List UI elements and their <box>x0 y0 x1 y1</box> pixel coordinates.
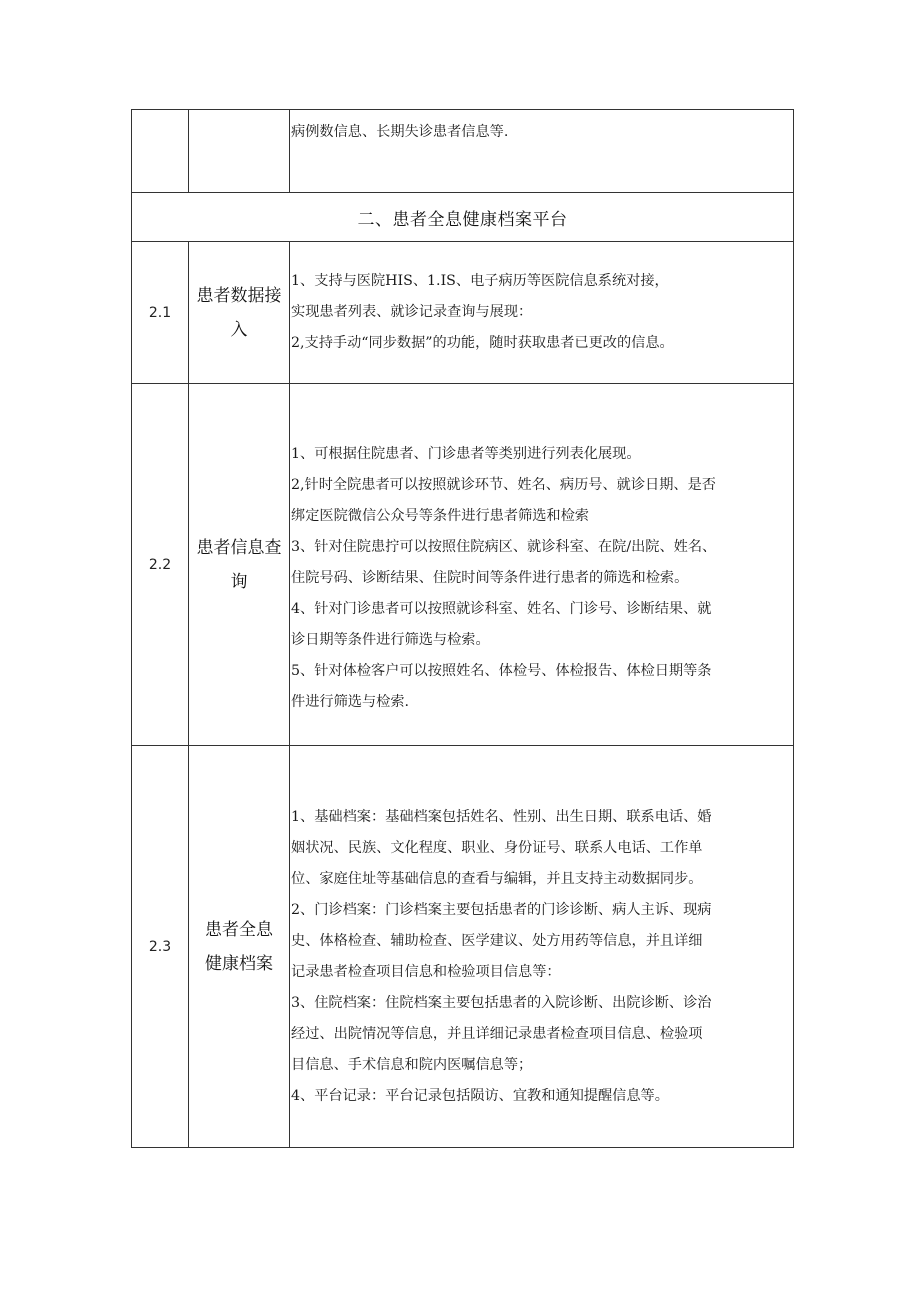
row-description <box>290 746 794 1148</box>
row-number: 2.3 <box>132 746 189 1148</box>
desc-line: 件进行筛选与检索. <box>291 693 410 710</box>
row-number: 2.1 <box>132 242 189 384</box>
desc-line: 姻状况、民族、文化程度、职业、身份证号、联系人电话、工作单 <box>291 839 703 856</box>
desc-line: 4、平台记录：平台记录包括陨访、宜教和通知提醒信息等。 <box>291 1087 669 1104</box>
table-row <box>132 384 794 746</box>
desc-line: 实现患者列表、就诊记录查询与展现： <box>291 304 533 320</box>
row-name-line: 入 <box>230 319 248 340</box>
requirements-table <box>131 109 794 1148</box>
desc-line: 目信息、手术信息和院内医嘱信息等； <box>291 1056 533 1073</box>
table-row <box>132 746 794 1148</box>
row-name-line: 患者全息 <box>205 919 273 940</box>
table-row <box>132 242 794 384</box>
continuation-row <box>132 110 794 193</box>
row-name-line: 询 <box>230 571 248 592</box>
desc-line: 史、体格检查、辅助检查、医学建议、处方用药等信息，并且详细 <box>291 932 703 949</box>
row-name <box>189 746 290 1148</box>
row-name-line: 患者信息查 <box>196 537 282 558</box>
desc-line: 4、针对门诊患者可以按照就诊科室、姓名、门诊号、诊断结果、就 <box>291 600 712 617</box>
continuation-desc-cell <box>290 110 794 193</box>
row-name <box>189 384 290 746</box>
desc-line: 5、针对体检客户可以按照姓名、体检号、体检报告、体检日期等条 <box>291 662 712 679</box>
desc-line: 住院号码、诊断结果、住院时间等条件进行患者的筛选和检索。 <box>291 569 689 586</box>
desc-line: 记录患者检查项目信息和检验项目信息等： <box>291 963 561 980</box>
section-header-row <box>132 193 794 242</box>
row-name <box>189 242 290 384</box>
continuation-num-cell <box>132 110 189 193</box>
section-title: 二、患者全息健康档案平台 <box>132 193 794 242</box>
continuation-desc: 病例数信息、长期失诊患者信息等. <box>291 124 509 140</box>
desc-line: 2,针时全院患者可以按照就诊环节、姓名、病历号、就诊日期、是否 <box>291 476 716 493</box>
desc-line: 1、基础档案：基础档案包括姓名、性别、出生日期、联系电话、婚 <box>291 808 712 825</box>
desc-line: 1、支持与医院HIS、1.IS、电子病历等医院信息系统对接， <box>291 273 669 289</box>
desc-line: 经过、出院情况等信息，并且详细记录患者检查项目信息、检验项 <box>291 1025 703 1042</box>
row-number: 2.2 <box>132 384 189 746</box>
row-description <box>290 384 794 746</box>
desc-line: 位、家庭住址等基础信息的查看与编辑，并且支持主动数据同步。 <box>291 870 703 887</box>
desc-line: 绑定医院微信公众号等条件进行患者筛选和检索 <box>291 507 589 524</box>
desc-line: 2、门诊档案：门诊档案主要包括患者的门诊诊断、病人主诉、现病 <box>291 901 712 918</box>
desc-line: 3、针对住院患拧可以按照住院病区、就诊科室、在院/出院、姓名、 <box>291 538 717 555</box>
desc-line: 2,支持手动“同步数据”的功能，随时获取患者已更改的信息。 <box>291 335 674 351</box>
row-name-line: 健康档案 <box>205 953 273 974</box>
row-description <box>290 242 794 384</box>
desc-line: 1、可根据住院患者、门诊患者等类别进行列表化展现。 <box>291 445 641 462</box>
row-name-line: 患者数据接 <box>196 285 282 306</box>
continuation-name-cell <box>189 110 290 193</box>
desc-line: 3、住院档案：住院档案主要包括患者的入院诊断、出院诊断、诊治 <box>291 994 712 1011</box>
desc-line: 诊日期等条件进行筛选与检索。 <box>291 631 490 648</box>
